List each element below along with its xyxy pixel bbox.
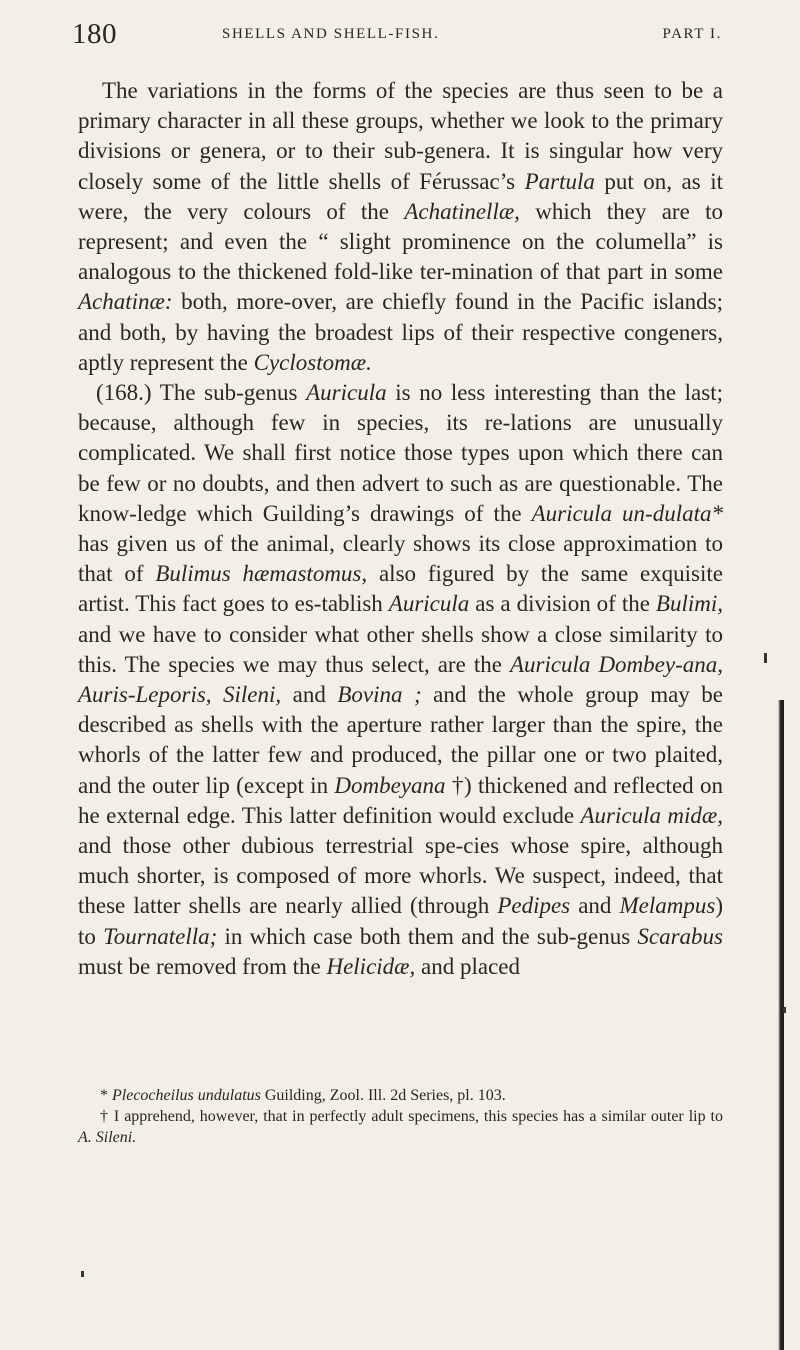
page-edge-shadow xyxy=(778,700,784,1350)
edge-speck xyxy=(783,1007,786,1013)
footnote-asterisk: * Plecocheilus undulatus Guilding, Zool. Ill. 2d Series, pl. 103. xyxy=(100,1087,506,1104)
paragraph-1: The variations in the forms of the species are thus seen to be a primary character in all these groups, whether we look to the primary divisions or genera, or to their sub-genera. It is singular how very closely some of the little shells of Férussac’s Partula put on, as it were, the very colours of the Achatinellæ, which they are to represent; and even the “ slight prominence on the columella” is analogous to the thickened fold-like ter-mination of that part in some Achatinæ: both, more-over, are chiefly found in the Pacific islands; and both, by having the broadest lips of their respective congeners, aptly represent the Cyclostomæ. xyxy=(78,78,723,375)
edge-speck xyxy=(81,1271,84,1277)
page-number: 180 xyxy=(72,18,117,50)
paragraph-168: (168.) The sub-genus Auricula is no less interesting than the last; because, although few in species, its re-lations are unusually complicated. We shall first notice those types upon which there can be few or no doubts, and then advert to such as are questionable. The know-ledge which Guilding’s drawings of the Auricula un-dulata* has given us of the animal, clearly shows its close approximation to that of Bulimus hæmastomus, also figured by the same exquisite artist. This fact goes to es-tablish Auricula as a division of the Bulimi, and we have to consider what other shells show a close similarity to this. The species we may thus select, are the Auricula Dombey-ana, Auris-Leporis, Sileni, and Bovina ; and the whole group may be described as shells with the aperture rather larger than the spire, the whorls of the latter few and produced, the pillar one or two plaited, and the outer lip (except in Dombeyana †) thickened and reflected on he external edge. This latter definition would exclude Auricula midæ, and those other dubious terrestrial spe-cies whose spire, although much shorter, is composed of more whorls. We suspect, indeed, that these latter shells are nearly allied (through Pedipes and Melampus) to Tournatella; in which case both them and the sub-genus Scarabus must be removed from the Helicidæ, and placed xyxy=(78,380,724,979)
part-label: PART I. xyxy=(662,26,722,42)
edge-speck xyxy=(764,653,767,663)
running-title: SHELLS AND SHELL-FISH. xyxy=(222,26,440,42)
body-text xyxy=(78,76,723,982)
page-header xyxy=(72,18,722,58)
footnote-dagger: † I apprehend, however, that in perfectly adult specimens, this species has a similar outer lip to A. Sileni. xyxy=(78,1108,723,1146)
footnotes xyxy=(78,1085,723,1148)
